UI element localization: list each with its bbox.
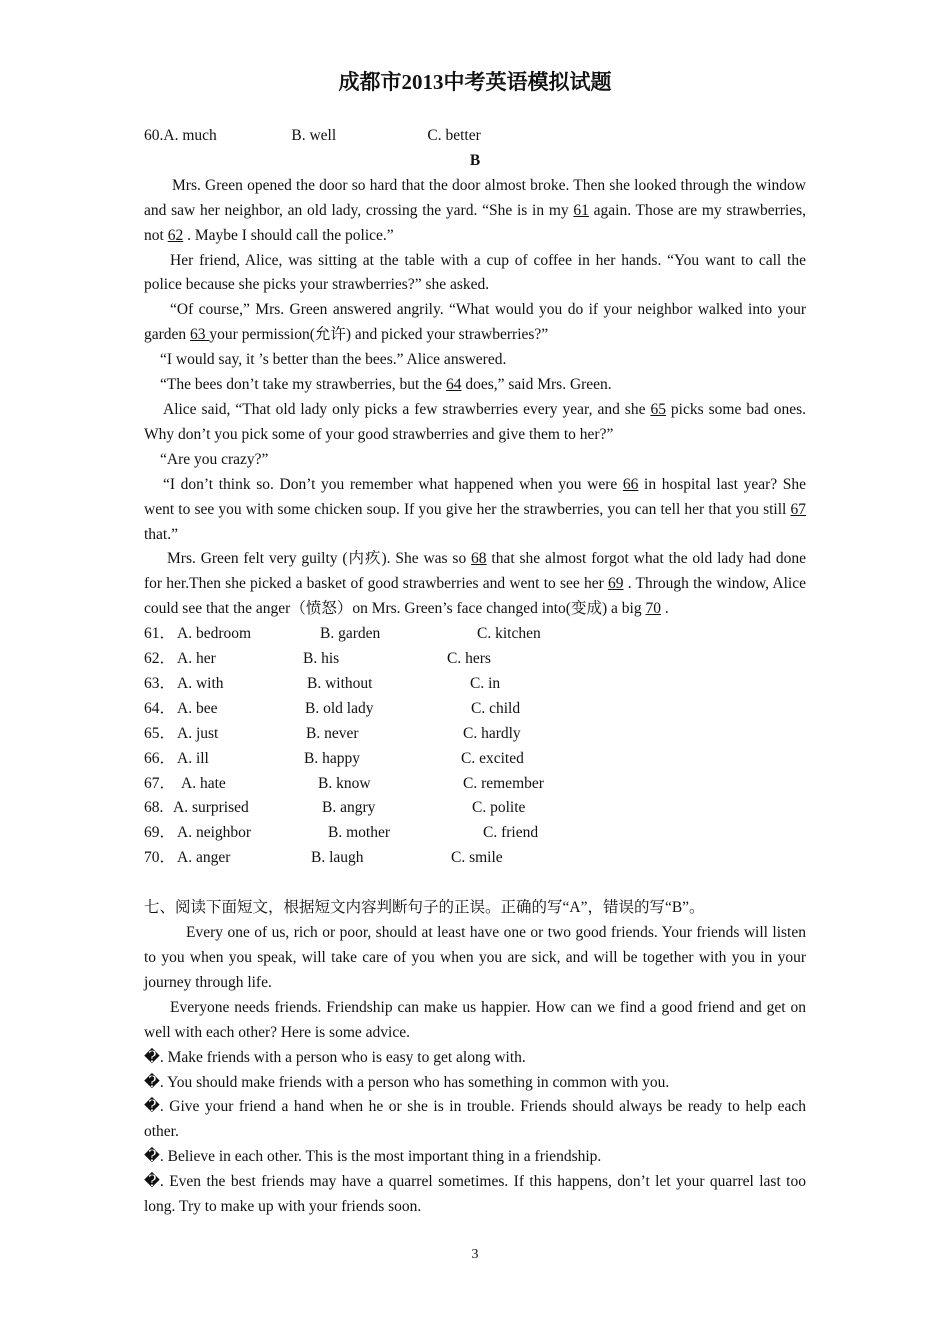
option-a: A. just [177, 724, 219, 742]
blank-68: 68 [471, 550, 487, 568]
question-63 [144, 672, 806, 697]
question-number: 61． [144, 625, 176, 643]
question-number: 69． [144, 824, 176, 842]
passage-paragraph-6: Alice said, “That old lady only picks a few strawberries every year, and she 65 picks some bad ones. Why don’t you pick some of your good strawberries and give them to her?” [144, 400, 806, 443]
passage-paragraph-7: “Are you crazy?” [160, 450, 269, 468]
option-b: B. angry [322, 799, 376, 817]
passage-paragraph-1: Mrs. Green opened the door so hard that the door almost broke. Then she looked through the window and saw her neighbor, an old lady, crossing the yard. “She is in my 61 again. Those are my strawberries, not 62 . Maybe I should call the police.” [144, 176, 806, 244]
option-b: B. never [306, 724, 359, 742]
option-a: A. much [163, 127, 217, 144]
passage-paragraph-9: Mrs. Green felt very guilty (内疚). She was so 68 that she almost forgot what the old lady had done for her.Then she picked a basket of good strawberries and went to see her 69 . Through the window, Alice could see that the anger（愤怒）on Mrs. Green’s face changed into(变成) a big 70 . [144, 550, 806, 618]
option-c: C. friend [483, 824, 539, 842]
option-b: B. know [318, 774, 371, 792]
passage-paragraph-2: Her friend, Alice, was sitting at the table with a cup of coffee in her hands. “You want to call the police because she picks your strawberries?” she asked. [144, 251, 806, 294]
question-number: 65． [144, 724, 176, 742]
question-number: 68. [144, 799, 164, 817]
blank-67: 67 [790, 500, 806, 518]
question-number: 64． [144, 699, 176, 717]
option-c: C. hers [447, 650, 491, 668]
question-64 [144, 697, 806, 722]
section-7-heading: 七、阅读下面短文，根据短文内容判断句子的正误。正确的写“A”，错误的写“B”。 [144, 899, 705, 917]
question-number: 66． [144, 749, 176, 767]
passage-paragraph-4: “I would say, it ’s better than the bees.” Alice answered. [160, 351, 507, 369]
option-c: C. better [427, 127, 481, 144]
blank-63: 63 [190, 326, 210, 344]
option-c: C. excited [461, 749, 524, 767]
option-a: A. her [177, 650, 216, 668]
question-number: 63． [144, 674, 176, 692]
option-b: B. laugh [311, 849, 364, 867]
question-70 [144, 846, 806, 871]
option-b: B. without [307, 674, 373, 692]
blank-66: 66 [622, 475, 639, 493]
passage-paragraph-5: “The bees don’t take my strawberries, but the 64 does,” said Mrs. Green. [160, 376, 612, 394]
option-a: A. bedroom [177, 625, 252, 643]
option-a: A. bee [177, 699, 218, 717]
section-b-label: B [469, 151, 481, 169]
question-68 [144, 796, 806, 821]
question-65 [144, 722, 806, 747]
option-a: A. anger [177, 849, 231, 867]
option-b: B. old lady [305, 699, 374, 717]
passage-paragraph-8: “I don’t think so. Don’t you remember what happened when you were 66 in hospital last year? She went to see you with some chicken soup. If you give her the strawberries, you can tell her that you still 67 that.” [144, 475, 806, 543]
question-number: 60. [144, 127, 164, 144]
advice-item: �. Believe in each other. This is the most important thing in a friendship. [144, 1148, 602, 1166]
page-title: 成都市2013中考英语模拟试题 [338, 70, 612, 94]
option-c: C. child [471, 699, 521, 717]
option-b: B. happy [304, 749, 360, 767]
option-a: A. ill [177, 749, 209, 767]
passage-paragraph-3: “Of course,” Mrs. Green answered angrily. “What would you do if your neighbor walked into your garden 63 your permission(允许) and picked your strawberries?” [144, 301, 806, 344]
option-b: B. garden [320, 625, 381, 643]
document-body [144, 124, 806, 1220]
blank-65: 65 [650, 400, 666, 418]
question-69 [144, 821, 806, 846]
question-number: 70． [144, 849, 176, 867]
question-67 [144, 772, 806, 797]
blank-64: 64 [445, 376, 462, 394]
option-b: B. mother [328, 824, 390, 842]
question-62 [144, 647, 806, 672]
option-b: B. well [291, 127, 337, 144]
option-c: C. smile [451, 849, 503, 867]
question-61 [144, 622, 806, 647]
question-66 [144, 747, 806, 772]
advice-item: �. Give your friend a hand when he or she is in trouble. Friends should always be ready to help each other. [144, 1098, 806, 1141]
option-c: C. remember [463, 774, 544, 792]
question-60 [144, 124, 806, 149]
option-c: C. hardly [463, 724, 521, 742]
blank-69: 69 [607, 575, 624, 593]
blank-61: 61 [573, 201, 589, 219]
advice-item: �. Make friends with a person who is easy to get along with. [144, 1048, 526, 1066]
blank-62: 62 [167, 226, 184, 244]
section-7-paragraph-2: Everyone needs friends. Friendship can make us happier. How can we find a good friend and get on well with each other? Here is some advice. [144, 998, 806, 1041]
option-c: C. polite [472, 799, 526, 817]
option-b: B. his [303, 650, 340, 668]
option-a: A. with [177, 674, 224, 692]
blank-70: 70 [645, 600, 661, 618]
advice-item: �. Even the best friends may have a quarrel sometimes. If this happens, don’t let your quarrel last too long. Try to make up with your friends soon. [144, 1173, 806, 1216]
option-a: A. surprised [173, 799, 249, 817]
option-c: C. kitchen [477, 625, 541, 643]
option-a: A. hate [181, 774, 226, 792]
question-number: 67． [144, 774, 176, 792]
option-a: A. neighbor [177, 824, 252, 842]
advice-item: �. You should make friends with a person who has something in common with you. [144, 1073, 670, 1091]
page-number: 3 [471, 1247, 479, 1262]
option-c: C. in [470, 674, 501, 692]
question-number: 62． [144, 650, 176, 668]
section-7-paragraph-1: Every one of us, rich or poor, should at least have one or two good friends. Your friends will listen to you when you speak, will take care of you when you are sick, and will be together with you in your journey through life. [144, 924, 806, 991]
